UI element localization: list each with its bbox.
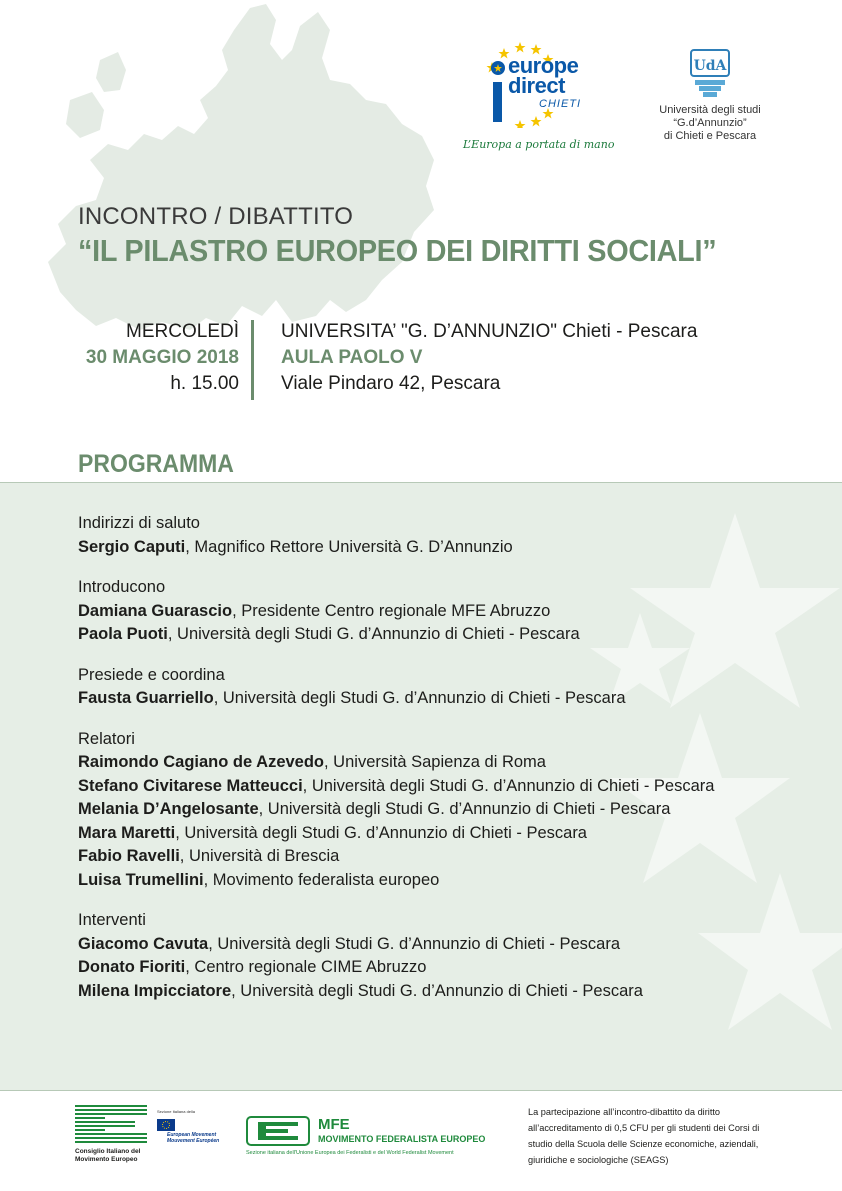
university-logo [650,48,770,143]
event-venue: UNIVERSITA’ "G. D’ANNUNZIO" Chieti - Pescara [281,321,698,342]
program-section [78,664,778,711]
program-section-label: Relatori [78,729,135,748]
speaker-name: Fabio Ravelli [78,847,180,865]
program-speaker [78,600,778,624]
event-time: h. 15.00 [170,373,239,394]
europe-direct-word-1: europe [508,53,579,78]
event-address: Viale Pindaro 42, Pescara [281,373,501,394]
info-divider [251,320,254,400]
program-heading: PROGRAMMA [78,450,234,478]
europe-direct-tagline: L’Europa a portata di mano [463,138,615,151]
program-speaker [78,956,778,980]
emm-name [167,1132,219,1144]
program-speaker [78,933,778,957]
program-speaker [78,687,778,711]
speaker-affiliation: , Università degli Studi G. d’Annunzio di Chieti - Pescara [258,800,671,818]
program-section [78,728,778,893]
speaker-name: Melania D’Angelosante [78,800,259,818]
university-name-2: “G.d’Annunzio” [673,117,747,129]
mfe-logo [246,1116,506,1161]
speaker-affiliation: , Movimento federalista europeo [203,870,440,889]
europe-map-background [30,0,450,330]
event-title: “IL PILASTRO EUROPEO DEI DIRITTI SOCIALI” [78,233,717,268]
speaker-affiliation: , Università degli Studi G. d’Annunzio di Chieti - Pescara [167,625,580,643]
speaker-affiliation: , Centro regionale CIME Abruzzo [185,958,427,976]
europe-direct-logo [463,38,615,158]
speaker-affiliation: , Università degli Studi G. d’Annunzio di Chieti - Pescara [175,823,587,842]
uda-mark: UdA [693,58,727,74]
event-type: INCONTRO / DIBATTITO [78,203,354,230]
program-section [78,909,778,1003]
program-speaker [78,980,778,1004]
cime-logo [75,1105,225,1165]
speaker-name: Giacomo Cavuta [78,934,209,953]
program-speaker [78,623,778,647]
speaker-name: Luisa Trumellini [78,870,204,889]
university-name-1: Università degli studi [659,104,761,116]
speaker-name: Stefano Civitarese Matteucci [78,776,303,795]
cime-name-1: Consiglio Italiano del [75,1148,141,1155]
university-name-3: di Chieti e Pescara [663,130,757,142]
event-room: AULA PAOLO V [281,347,423,368]
eu-flag-icon [157,1119,175,1131]
speaker-name: Raimondo Cagiano de Azevedo [78,753,325,771]
speaker-name: Milena Impicciatore [78,981,232,1000]
program-speaker [78,798,778,822]
uda-emblem-icon [685,48,735,100]
program-speaker [78,845,778,869]
program-section-label: Presiede e coordina [78,665,225,684]
program-list [78,512,778,1020]
europe-direct-city: CHIETI [539,98,582,110]
event-day: MERCOLEDÌ [126,321,239,342]
cime-name [75,1148,140,1164]
program-section-label: Indirizzi di saluto [78,514,200,532]
mfe-subtitle: Sezione italiana dell'Unione Europea dei Federalisti e del World Federalist Movement [246,1150,454,1156]
speaker-affiliation: , Università degli Studi G. d’Annunzio di Chieti - Pescara [213,689,626,707]
speaker-affiliation: , Università degli Studi G. d’Annunzio di Chieti - Pescara [231,981,643,1000]
speaker-name: Fausta Guarriello [78,689,214,707]
program-section [78,512,778,559]
program-speaker [78,536,778,560]
mfe-emblem-icon [246,1116,310,1146]
mfe-abbr: MFE [318,1116,350,1133]
program-speaker [78,775,778,799]
speaker-name: Sergio Caputi [78,537,186,556]
europe-direct-word-2: direct [508,73,565,98]
speaker-name: Paola Puoti [78,625,168,643]
program-section-label: Introducono [78,578,166,596]
program-section-label: Interventi [78,911,146,929]
emm-name-en: European Movement [167,1132,217,1138]
event-date: 30 MAGGIO 2018 [85,347,239,368]
speaker-affiliation: , Università Sapienza di Roma [324,753,546,771]
speaker-name: Donato Fioriti [78,958,186,976]
cime-name-2: Movimento Europeo [75,1156,138,1163]
credits-note: La partecipazione all’incontro-dibattito da diritto all’accreditamento di 0,5 CFU per gli studenti dei Corsi di studio della Scuola delle Scienze economiche, aziendali, giuridiche e sociologiche (SEAGS) [528,1107,760,1165]
cime-small-text: Sezione Italiana della [157,1109,196,1114]
program-section [78,576,778,647]
mfe-name: MOVIMENTO FEDERALISTA EUROPEO [318,1134,486,1144]
program-speaker [78,822,778,846]
speaker-name: Damiana Guarascio [78,601,233,620]
speaker-affiliation: , Magnifico Rettore Università G. D’Annunzio [185,537,513,556]
speaker-affiliation: , Università di Brescia [179,847,340,865]
speaker-affiliation: , Università degli Studi G. d’Annunzio di Chieti - Pescara [208,934,621,953]
speaker-name: Mara Maretti [78,823,176,842]
emm-name-fr: Mouvement Européen [167,1138,220,1144]
program-speaker [78,751,778,775]
speaker-affiliation: , Università degli Studi G. d’Annunzio di Chieti - Pescara [302,776,715,795]
speaker-affiliation: , Presidente Centro regionale MFE Abruzzo [232,601,551,620]
cime-emblem-icon [75,1105,155,1145]
program-speaker [78,869,778,893]
